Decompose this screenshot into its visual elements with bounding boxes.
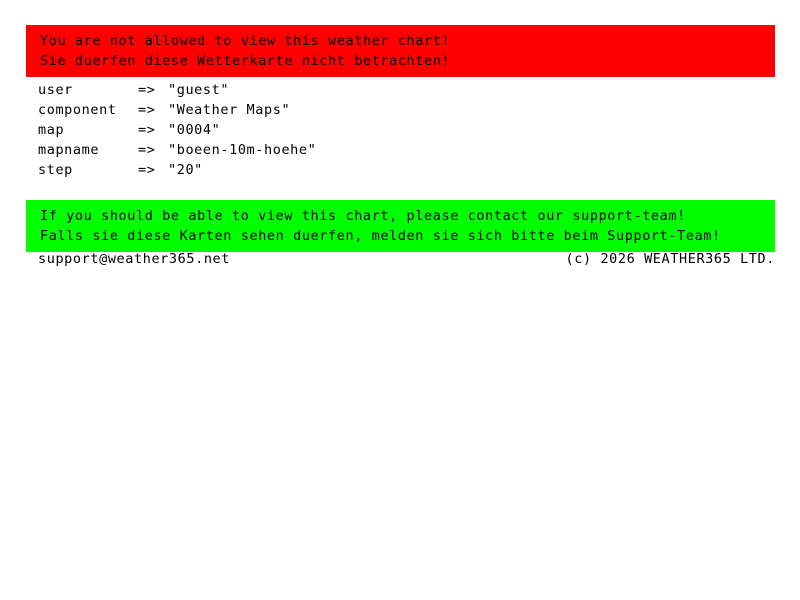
parameter-list xyxy=(38,80,638,180)
error-banner xyxy=(26,25,775,77)
parameter-key: component xyxy=(38,102,117,118)
parameter-key: user xyxy=(38,82,73,98)
parameter-row-map xyxy=(38,120,638,140)
info-banner xyxy=(26,200,775,252)
parameter-value: "20" xyxy=(168,162,203,178)
parameter-row-component xyxy=(38,100,638,120)
parameter-row-step xyxy=(38,160,638,180)
info-banner-line-en: If you should be able to view this chart, please contact our support-team! xyxy=(40,208,686,224)
parameter-key: map xyxy=(38,122,65,138)
parameter-row-user xyxy=(38,80,638,100)
parameter-row-mapname xyxy=(38,140,638,160)
parameter-arrow: => xyxy=(138,142,156,158)
error-banner-line-de: Sie duerfen diese Wetterkarte nicht betrachten! xyxy=(40,53,451,69)
copyright-text: (c) 2026 WEATHER365 LTD. xyxy=(565,251,775,267)
parameter-value: "0004" xyxy=(168,122,221,138)
parameter-value: "guest" xyxy=(168,82,230,98)
parameter-arrow: => xyxy=(138,162,156,178)
support-email-link[interactable]: support@weather365.net xyxy=(38,251,231,267)
footer xyxy=(38,249,775,269)
parameter-key: mapname xyxy=(38,142,100,158)
parameter-arrow: => xyxy=(138,82,156,98)
parameter-value: "Weather Maps" xyxy=(168,102,291,118)
parameter-arrow: => xyxy=(138,102,156,118)
error-banner-line-en: You are not allowed to view this weather chart! xyxy=(40,33,451,49)
parameter-key: step xyxy=(38,162,73,178)
info-banner-line-de: Falls sie diese Karten sehen duerfen, melden sie sich bitte beim Support-Team! xyxy=(40,228,721,244)
parameter-arrow: => xyxy=(138,122,156,138)
parameter-value: "boeen-10m-hoehe" xyxy=(168,142,317,158)
